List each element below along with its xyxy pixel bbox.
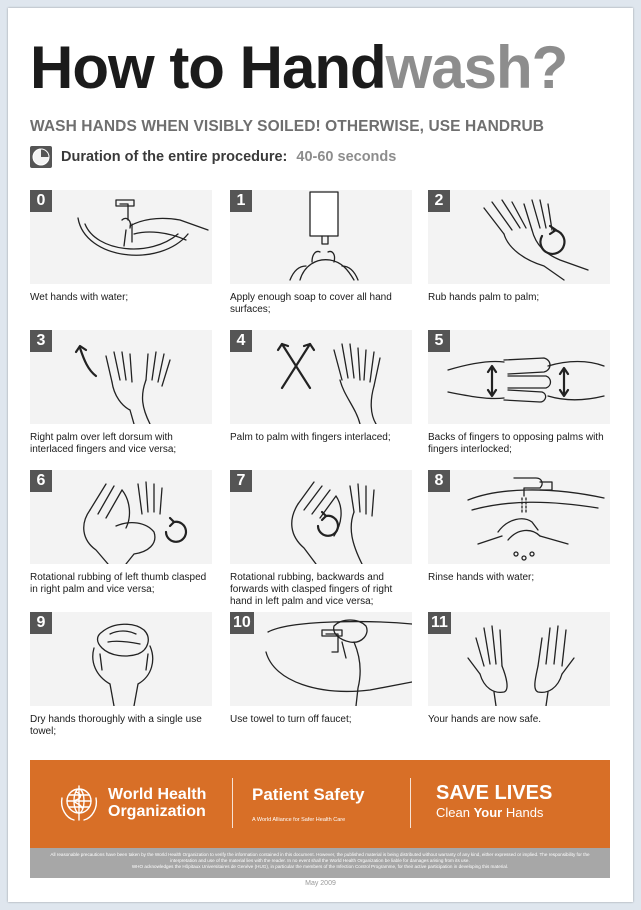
poster (8, 8, 633, 902)
wet-hands-illustration (30, 190, 212, 284)
patient-safety-title: Patient Safety (252, 785, 365, 804)
step-1 (230, 190, 412, 316)
banner-divider (410, 778, 411, 828)
step-illustration (30, 612, 212, 706)
footer-banner (30, 760, 610, 848)
step-caption: Your hands are now safe. (428, 714, 542, 725)
step-caption: Rub hands palm to palm; (428, 292, 540, 303)
step-illustration (230, 612, 412, 706)
fingertips-rotation-illustration (230, 470, 412, 564)
step-caption: Backs of fingers to opposing palms with fingers interlocked; (428, 432, 604, 455)
patient-safety-block (252, 785, 392, 823)
step-caption: Rotational rubbing, backwards and forwards with clasped fingers of right hand in left palm and vice versa; (230, 572, 393, 607)
step-8 (428, 470, 610, 584)
step-caption: Apply enough soap to cover all hand surfaces; (230, 292, 392, 315)
step-illustration (30, 190, 212, 284)
step-3 (30, 330, 212, 456)
fingers-interlaced-illustration (230, 330, 412, 424)
patient-safety-subtitle: A World Alliance for Safer Health Care (252, 817, 346, 823)
step-number: 3 (30, 330, 52, 352)
step-caption: Wet hands with water; (30, 292, 129, 303)
title-dark-part: How to Hand (30, 34, 386, 101)
palm-over-dorsum-illustration (30, 330, 212, 424)
disclaimer-line2: WHO acknowledges the Hôpitaux Universitaires de Genève (HUG), in particular the members of the Infection Control Programme, for their active participation in developing this material. (131, 864, 509, 869)
step-illustration (30, 330, 212, 424)
disclaimer (30, 848, 610, 878)
step-5 (428, 330, 610, 456)
clean-hands-illustration (428, 612, 610, 706)
step-illustration (428, 330, 610, 424)
step-illustration (428, 190, 610, 284)
disclaimer-line1: All reasonable precautions have been taken by the World Health Organization to verify the information contained in this document. However, the published material is being distributed without warranty of any kind, either expressed or implied. The responsibility for the interpretation and use of the material lies with the reader. In no event shall the World Health Organization be liable for damages arising from its use. (50, 852, 590, 863)
step-number: 1 (230, 190, 252, 212)
step-6 (30, 470, 212, 596)
banner-divider (232, 778, 233, 828)
step-illustration (428, 612, 610, 706)
slogan-suffix: Hands (502, 805, 544, 820)
step-number: 10 (230, 612, 254, 634)
step-0 (30, 190, 212, 304)
step-number: 11 (428, 612, 451, 634)
soap-dispenser-illustration (230, 190, 412, 284)
duration-row (30, 146, 396, 168)
step-caption: Palm to palm with fingers interlaced; (230, 432, 391, 443)
step-10 (230, 612, 412, 726)
save-lives-block (436, 782, 606, 820)
step-caption: Rinse hands with water; (428, 572, 535, 583)
slogan-bold: Your (473, 805, 503, 820)
step-number: 2 (428, 190, 450, 212)
step-illustration (428, 470, 610, 564)
poster-subtitle: WASH HANDS WHEN VISIBLY SOILED! OTHERWISE, USE HANDRUB (30, 118, 545, 135)
backs-of-fingers-illustration (428, 330, 610, 424)
step-illustration (30, 470, 212, 564)
step-9 (30, 612, 212, 738)
step-caption: Use towel to turn off faucet; (230, 714, 352, 725)
step-number: 9 (30, 612, 52, 634)
step-caption: Right palm over left dorsum with interlaced fingers and vice versa; (30, 432, 177, 455)
slogan-prefix: Clean (436, 805, 474, 820)
step-2 (428, 190, 610, 304)
step-4 (230, 330, 412, 444)
step-illustration (230, 190, 412, 284)
thumb-rotation-illustration (30, 470, 212, 564)
step-number: 8 (428, 470, 450, 492)
step-number: 5 (428, 330, 450, 352)
who-logo (56, 780, 206, 826)
palm-to-palm-illustration (428, 190, 610, 284)
step-number: 4 (230, 330, 252, 352)
step-11 (428, 612, 610, 726)
step-illustration (230, 330, 412, 424)
step-number: 7 (230, 470, 252, 492)
duration-label: Duration of the entire procedure: (61, 149, 288, 165)
poster-title (30, 34, 568, 101)
who-name-line2: Organization (108, 803, 206, 820)
dry-hands-illustration (30, 612, 212, 706)
who-emblem-icon (56, 780, 102, 826)
step-caption: Rotational rubbing of left thumb clasped in right palm and vice versa; (30, 572, 207, 595)
save-lives-title: SAVE LIVES (436, 782, 553, 804)
who-name-line1: World Health (108, 786, 207, 803)
title-grey-part: wash? (385, 34, 568, 101)
step-number: 0 (30, 190, 52, 212)
clean-hands-slogan (436, 805, 606, 820)
clock-icon (30, 146, 52, 168)
rinse-hands-illustration (428, 470, 610, 564)
step-7 (230, 470, 412, 608)
step-caption: Dry hands thoroughly with a single use towel; (30, 714, 202, 737)
duration-value: 40-60 seconds (296, 149, 397, 165)
step-illustration (230, 470, 412, 564)
publication-date: May 2009 (305, 880, 336, 887)
towel-faucet-illustration (230, 612, 412, 706)
step-number: 6 (30, 470, 52, 492)
